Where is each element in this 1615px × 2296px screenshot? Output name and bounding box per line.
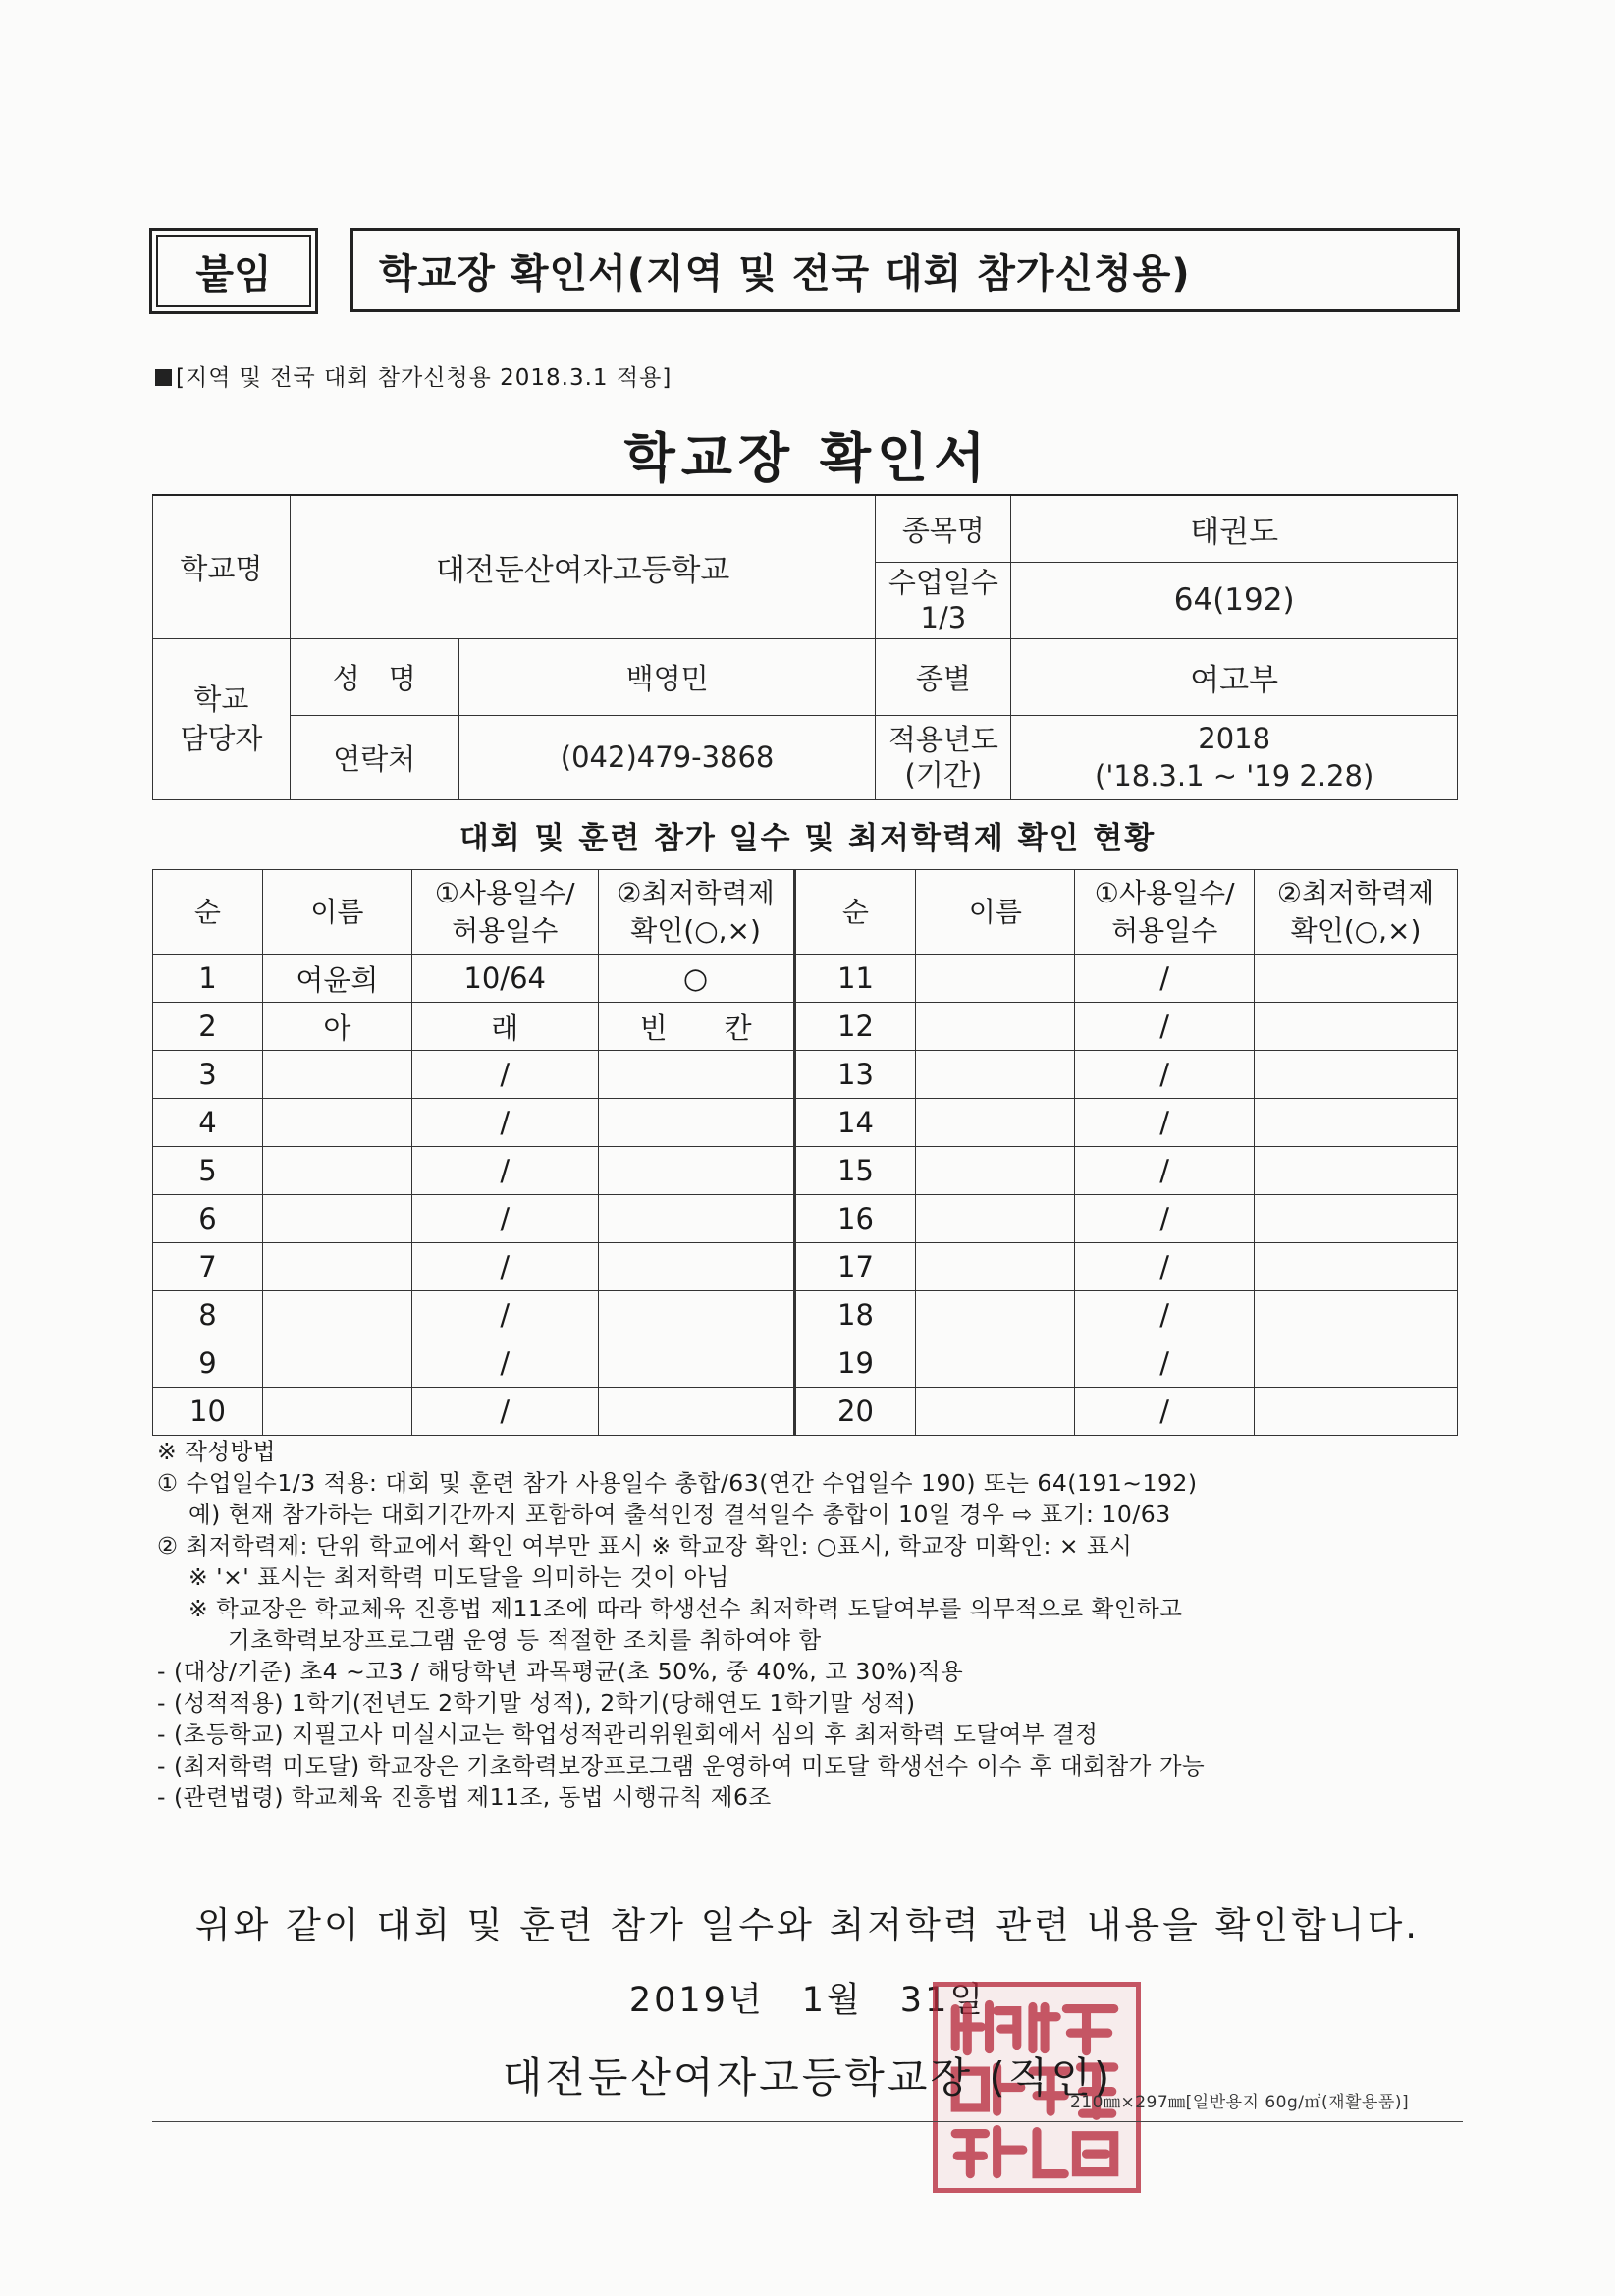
confirmation-statement: 위와 같이 대회 및 훈련 참가 일수와 최저학력 관련 내용을 확인합니다. <box>194 1904 1421 1946</box>
row-name <box>262 1099 411 1147</box>
row-no-2: 15 <box>794 1147 916 1195</box>
row-no: 8 <box>153 1291 263 1339</box>
instruction-line: - (대상/기준) 초4 ~고3 / 해당학년 과목평균(초 50%, 중 40%, 고 30%)적용 <box>157 1658 964 1685</box>
row-used-days: 10/64 <box>411 955 598 1003</box>
row-min-grade <box>598 1147 794 1195</box>
row-min-grade-2 <box>1255 1291 1458 1339</box>
header-no-2: 순 <box>794 870 916 955</box>
year-label-line1: 적용년도 <box>888 723 998 756</box>
table-row <box>153 1388 1458 1436</box>
applicability-note-text: [지역 및 전국 대회 참가신청용 2018.3.1 적용] <box>176 365 673 391</box>
applicability-note <box>155 359 672 392</box>
school-days-label <box>876 562 1011 638</box>
year-value <box>1011 715 1458 799</box>
contact-value: (042)479-3868 <box>458 715 876 799</box>
instruction-line: ① 수업일수1/3 적용: 대회 및 훈련 참가 사용일수 총합/63(연간 수업일수 190) 또는 64(191~192) <box>157 1469 1198 1497</box>
participation-table <box>152 869 1458 1436</box>
row-used-days: / <box>411 1195 598 1243</box>
row-no: 3 <box>153 1051 263 1099</box>
table-row <box>153 1195 1458 1243</box>
instruction-line: ② 최저학력제: 단위 학교에서 확인 여부만 표시 ※ 학교장 확인: ○표시, 학교장 미확인: × 표시 <box>157 1532 1133 1559</box>
row-used-days-2: / <box>1075 1291 1255 1339</box>
row-no-2: 19 <box>794 1339 916 1388</box>
row-used-days: / <box>411 1147 598 1195</box>
row-min-grade-2 <box>1255 1339 1458 1388</box>
row-min-grade <box>598 1195 794 1243</box>
row-name <box>262 1147 411 1195</box>
row-min-grade <box>598 1051 794 1099</box>
row-used-days: / <box>411 1051 598 1099</box>
header-used-line1: ①사용일수/ <box>434 876 575 909</box>
footer-divider <box>152 2121 1463 2122</box>
school-name-value: 대전둔산여자고등학교 <box>290 495 876 638</box>
row-name-2 <box>916 1003 1075 1051</box>
row-used-days-2: / <box>1075 1003 1255 1051</box>
school-days-label-line1: 수업일수 <box>888 566 998 599</box>
header-used-line2: 허용일수 <box>452 913 559 947</box>
page-title: 학교장 확인서 <box>623 427 992 489</box>
row-min-grade: 빈 칸 <box>598 1003 794 1051</box>
row-no-2: 20 <box>794 1388 916 1436</box>
year-label-line2: (기간) <box>904 758 983 792</box>
instruction-line: - (관련법령) 학교체육 진흥법 제11조, 동법 시행규칙 제6조 <box>157 1783 772 1811</box>
sport-value: 태권도 <box>1011 495 1458 562</box>
row-no: 9 <box>153 1339 263 1388</box>
row-min-grade <box>598 1291 794 1339</box>
header-check-line2: 확인(○,×) <box>630 913 761 947</box>
header-used-days-2 <box>1075 870 1255 955</box>
header-no: 순 <box>153 870 263 955</box>
row-no: 7 <box>153 1243 263 1291</box>
instruction-line: ※ '×' 표시는 최저학력 미도달을 의미하는 것이 아님 <box>157 1563 729 1591</box>
row-used-days-2: / <box>1075 1099 1255 1147</box>
table-row <box>153 955 1458 1003</box>
school-days-value: 64(192) <box>1011 562 1458 638</box>
row-no-2: 18 <box>794 1291 916 1339</box>
row-no-2: 13 <box>794 1051 916 1099</box>
table-row <box>153 1291 1458 1339</box>
row-used-days-2: / <box>1075 1339 1255 1388</box>
school-name-label: 학교명 <box>153 495 291 638</box>
row-used-days: 래 <box>411 1003 598 1051</box>
row-name <box>262 1388 411 1436</box>
header-min-grade-2 <box>1255 870 1458 955</box>
row-name-2 <box>916 1339 1075 1388</box>
row-name <box>262 1291 411 1339</box>
square-bullet-icon <box>155 369 172 386</box>
row-min-grade-2 <box>1255 955 1458 1003</box>
year-value-line2: ('18.3.1 ~ '19 2.28) <box>1095 759 1374 793</box>
row-no: 5 <box>153 1147 263 1195</box>
issue-date: 2019년 1월 31일 <box>628 1981 987 2020</box>
header-name-2: 이름 <box>916 870 1075 955</box>
instruction-line: - (성적적용) 1학기(전년도 2학기말 성적), 2학기(당해연도 1학기말 성적) <box>157 1689 916 1717</box>
row-used-days: / <box>411 1388 598 1436</box>
manager-label-line2: 담당자 <box>180 722 263 755</box>
form-title: 학교장 확인서(지역 및 전국 대회 참가신청용) <box>350 228 1460 312</box>
table-header-row <box>153 870 1458 955</box>
row-min-grade-2 <box>1255 1195 1458 1243</box>
row-name <box>262 1339 411 1388</box>
table-row <box>153 1339 1458 1388</box>
row-no-2: 12 <box>794 1003 916 1051</box>
name-label: 성 명 <box>290 638 458 715</box>
row-min-grade <box>598 1339 794 1388</box>
row-used-days-2: / <box>1075 955 1255 1003</box>
row-name-2 <box>916 1195 1075 1243</box>
manager-label <box>153 638 291 799</box>
row-name-2 <box>916 1147 1075 1195</box>
row-name-2 <box>916 1388 1075 1436</box>
row-used-days: / <box>411 1291 598 1339</box>
instruction-line: 기초학력보장프로그램 운영 등 적절한 조치를 취하여야 함 <box>157 1626 822 1654</box>
row-name <box>262 1195 411 1243</box>
attachment-label: 붙임 <box>149 228 318 314</box>
instruction-line: ※ 작성방법 <box>157 1438 276 1465</box>
header-check-line2-2: 확인(○,×) <box>1290 913 1422 947</box>
row-min-grade-2 <box>1255 1051 1458 1099</box>
row-used-days-2: / <box>1075 1051 1255 1099</box>
row-name-2 <box>916 1051 1075 1099</box>
year-label <box>876 715 1011 799</box>
row-min-grade-2 <box>1255 1099 1458 1147</box>
row-min-grade-2 <box>1255 1147 1458 1195</box>
row-name-2 <box>916 1291 1075 1339</box>
row-min-grade-2 <box>1255 1003 1458 1051</box>
row-no-2: 17 <box>794 1243 916 1291</box>
school-days-label-line2: 1/3 <box>920 601 967 634</box>
header-used-days <box>411 870 598 955</box>
row-no-2: 16 <box>794 1195 916 1243</box>
row-min-grade <box>598 1388 794 1436</box>
row-name <box>262 1051 411 1099</box>
row-min-grade-2 <box>1255 1243 1458 1291</box>
table-row <box>153 1243 1458 1291</box>
row-used-days-2: / <box>1075 1388 1255 1436</box>
sport-label: 종목명 <box>876 495 1011 562</box>
table-row <box>153 1099 1458 1147</box>
row-name: 여윤희 <box>262 955 411 1003</box>
school-info-table <box>152 494 1458 800</box>
signer: 대전둔산여자고등학교장 (직인) <box>502 2053 1113 2102</box>
row-no-2: 11 <box>794 955 916 1003</box>
instruction-line: 예) 현재 참가하는 대회기간까지 포함하여 출석인정 결석일수 총합이 10일 경우 ⇨ 표기: 10/63 <box>157 1501 1171 1528</box>
row-used-days-2: / <box>1075 1243 1255 1291</box>
header-check-line1: ②최저학력제 <box>617 876 775 909</box>
name-value: 백영민 <box>458 638 876 715</box>
row-name-2 <box>916 955 1075 1003</box>
manager-label-line1: 학교 <box>193 683 249 716</box>
row-no: 6 <box>153 1195 263 1243</box>
row-min-grade-2 <box>1255 1388 1458 1436</box>
section-title: 대회 및 훈련 참가 일수 및 최저학력제 확인 현황 <box>458 821 1157 856</box>
paper-spec: 210㎜×297㎜[일반용지 60g/㎡(재활용품)] <box>1070 2093 1410 2112</box>
header-used-line1-2: ①사용일수/ <box>1094 876 1235 909</box>
row-name-2 <box>916 1243 1075 1291</box>
row-used-days: / <box>411 1339 598 1388</box>
row-name-2 <box>916 1099 1075 1147</box>
row-used-days-2: / <box>1075 1195 1255 1243</box>
table-row <box>153 1147 1458 1195</box>
row-no: 1 <box>153 955 263 1003</box>
contact-label: 연락처 <box>290 715 458 799</box>
header-used-line2-2: 허용일수 <box>1111 913 1218 947</box>
row-no: 4 <box>153 1099 263 1147</box>
row-used-days: / <box>411 1243 598 1291</box>
row-used-days: / <box>411 1099 598 1147</box>
category-value: 여고부 <box>1011 638 1458 715</box>
instruction-line: - (초등학교) 지필고사 미실시교는 학업성적관리위원회에서 심의 후 최저학력 도달여부 결정 <box>157 1721 1099 1748</box>
row-used-days-2: / <box>1075 1147 1255 1195</box>
row-no-2: 14 <box>794 1099 916 1147</box>
header-min-grade <box>598 870 794 955</box>
row-min-grade <box>598 1243 794 1291</box>
row-name: 아 <box>262 1003 411 1051</box>
header-name: 이름 <box>262 870 411 955</box>
row-no: 2 <box>153 1003 263 1051</box>
table-row <box>153 1003 1458 1051</box>
table-row <box>153 1051 1458 1099</box>
instructions <box>157 1436 1463 1813</box>
row-min-grade <box>598 1099 794 1147</box>
instruction-line: ※ 학교장은 학교체육 진흥법 제11조에 따라 학생선수 최저학력 도달여부를 의무적으로 확인하고 <box>157 1595 1183 1622</box>
header-check-line1-2: ②최저학력제 <box>1276 876 1435 909</box>
row-no: 10 <box>153 1388 263 1436</box>
row-name <box>262 1243 411 1291</box>
year-value-line1: 2018 <box>1198 722 1271 755</box>
instruction-line: - (최저학력 미도달) 학교장은 기초학력보장프로그램 운영하여 미도달 학생선수 이수 후 대회참가 가능 <box>157 1752 1206 1779</box>
category-label: 종별 <box>876 638 1011 715</box>
row-min-grade: ○ <box>598 955 794 1003</box>
